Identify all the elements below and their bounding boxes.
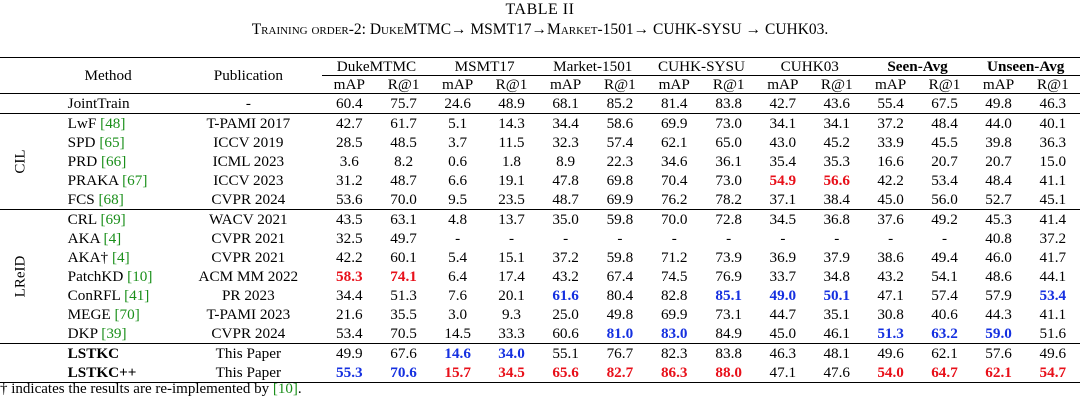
metric-value: 46.3 — [1039, 95, 1067, 112]
metric-value: 55.3 — [336, 364, 363, 381]
metric-value: 14.3 — [498, 115, 525, 132]
table-row — [0, 114, 1080, 134]
metric-value: 40.6 — [931, 306, 958, 323]
method-name: AKA [4] — [67, 230, 122, 247]
metric-value: 73.1 — [715, 306, 742, 323]
metric-value: 57.9 — [985, 287, 1012, 304]
metric-value: 33.3 — [498, 325, 525, 342]
publication: T-PAMI 2023 — [206, 306, 291, 323]
metric-header: mAP — [874, 76, 907, 93]
publication: WACV 2021 — [209, 211, 288, 228]
metric-value: 41.7 — [1039, 249, 1067, 266]
metric-header: mAP — [333, 76, 365, 93]
metric-value: 17.4 — [498, 268, 525, 285]
method-name: ConRFL [41] — [67, 287, 150, 304]
metric-value: 53.4 — [931, 172, 958, 189]
metric-value: 55.4 — [877, 95, 904, 112]
metric-value: 1.8 — [502, 153, 522, 170]
metric-value: 15.0 — [1039, 153, 1067, 170]
metric-value: 69.9 — [660, 306, 688, 323]
metric-value: 35.0 — [552, 211, 579, 228]
group-label-cil: CIL — [12, 149, 29, 174]
metric-value: 42.2 — [877, 172, 904, 189]
metric-value: 49.8 — [606, 306, 634, 323]
metric-value: 9.3 — [502, 306, 522, 323]
metric-value: 36.1 — [715, 153, 742, 170]
dataset-header: Market-1501 — [538, 58, 647, 76]
metric-value: 45.0 — [769, 325, 797, 342]
metric-value: 49.7 — [390, 230, 417, 247]
citation-link[interactable]: [4] — [103, 230, 122, 247]
metric-value: 68.1 — [552, 95, 579, 112]
metric-value: 41.1 — [1039, 172, 1067, 189]
citation-link[interactable]: [10] — [127, 268, 153, 285]
metric-value: 3.7 — [448, 134, 468, 151]
metric-value: 45.1 — [1039, 191, 1067, 208]
metric-value: 59.8 — [606, 249, 634, 266]
metric-value: 35.1 — [823, 306, 851, 323]
metric-value: 3.0 — [448, 306, 468, 323]
metric-value: 57.4 — [606, 134, 634, 151]
metric-value: 43.2 — [552, 268, 579, 285]
table-caption: Training order-2: DukeMTMC→ MSMT17→Market-1501→ CUHK-SYSU → CUHK03. — [251, 21, 829, 38]
method-name: DKP [39] — [67, 325, 127, 342]
metric-value: 74.5 — [660, 268, 688, 285]
method-name: PatchKD [10] — [67, 268, 153, 285]
metric-header: mAP — [442, 76, 474, 93]
metric-value: 42.7 — [336, 115, 363, 132]
metric-header: R@1 — [387, 76, 420, 93]
metric-value: 35.3 — [823, 153, 851, 170]
metric-value: 51.3 — [390, 287, 417, 304]
metric-value: 83.8 — [715, 345, 742, 362]
metric-value: 81.0 — [606, 325, 634, 342]
metric-value: 34.0 — [498, 345, 525, 362]
table-row — [0, 286, 1080, 305]
metric-value: - — [834, 230, 840, 247]
method-name: MEGE [70] — [67, 306, 140, 323]
metric-value: 70.5 — [390, 325, 417, 342]
metric-value: 85.1 — [715, 287, 742, 304]
metric-value: 49.8 — [985, 95, 1012, 112]
metric-value: 49.4 — [931, 249, 958, 266]
table-row — [0, 267, 1080, 286]
metric-value: 54.9 — [769, 172, 797, 189]
publication: CVPR 2024 — [211, 191, 286, 208]
table-row — [0, 363, 1080, 383]
metric-value: 48.4 — [985, 172, 1012, 189]
metric-value: 42.2 — [336, 249, 363, 266]
metric-value: 39.8 — [985, 134, 1012, 151]
metric-value: 0.6 — [448, 153, 468, 170]
metric-value: 45.3 — [985, 211, 1012, 228]
metric-value: 65.6 — [552, 364, 579, 381]
method-header: Method — [84, 67, 132, 84]
method-name: LSTKC — [67, 345, 120, 362]
results-table — [0, 57, 1080, 383]
publication: CVPR 2021 — [211, 230, 286, 247]
metric-value: 62.1 — [985, 364, 1012, 381]
metric-value: 41.4 — [1039, 211, 1067, 228]
metric-value: 40.8 — [985, 230, 1012, 247]
metric-value: 37.6 — [877, 211, 904, 228]
metric-value: 34.1 — [769, 115, 797, 132]
metric-value: 22.3 — [606, 153, 634, 170]
metric-value: - — [455, 230, 461, 247]
method-name: LSTKC++ — [67, 364, 137, 381]
metric-value: 34.5 — [498, 364, 525, 381]
table-row — [0, 344, 1080, 364]
citation-link[interactable]: [66] — [101, 153, 127, 170]
metric-value: 62.1 — [660, 134, 688, 151]
metric-value: 16.6 — [877, 153, 904, 170]
method-name: LwF [48] — [67, 115, 126, 132]
metric-value: 57.6 — [985, 345, 1012, 362]
metric-header: mAP — [658, 76, 690, 93]
metric-value: 15.1 — [498, 249, 525, 266]
publication: This Paper — [215, 364, 282, 381]
metric-value: 6.4 — [448, 268, 468, 285]
metric-value: 9.5 — [448, 191, 468, 208]
table-row — [0, 171, 1080, 190]
metric-value: 43.6 — [823, 95, 851, 112]
metric-value: 37.2 — [877, 115, 904, 132]
metric-value: 33.9 — [877, 134, 904, 151]
metric-value: 61.7 — [390, 115, 417, 132]
publication: ICCV 2023 — [213, 172, 284, 189]
metric-value: 83.8 — [715, 95, 742, 112]
metric-value: 51.6 — [1039, 325, 1067, 342]
metric-value: 34.4 — [552, 115, 579, 132]
citation-link[interactable]: [68] — [98, 191, 124, 208]
metric-value: 70.0 — [390, 191, 417, 208]
table-row — [0, 210, 1080, 230]
metric-value: 52.7 — [985, 191, 1012, 208]
metric-value: 38.4 — [823, 191, 851, 208]
metric-value: 43.0 — [769, 134, 797, 151]
metric-value: 37.9 — [823, 249, 851, 266]
method-name: AKA† [4] — [67, 249, 130, 266]
metric-value: 72.8 — [715, 211, 742, 228]
citation-link[interactable]: [69] — [100, 211, 126, 228]
metric-value: 63.1 — [390, 211, 417, 228]
metric-value: 71.2 — [660, 249, 688, 266]
metric-value: 86.3 — [660, 364, 688, 381]
metric-value: - — [617, 230, 623, 247]
dataset-header: Seen-Avg — [864, 58, 972, 76]
metric-value: 20.7 — [931, 153, 958, 170]
dataset-header: CUHK03 — [756, 58, 864, 76]
metric-value: 56.6 — [823, 172, 851, 189]
metric-value: 37.2 — [1039, 230, 1067, 247]
metric-value: 49.2 — [931, 211, 958, 228]
metric-value: 67.5 — [931, 95, 958, 112]
metric-value: 69.8 — [606, 172, 634, 189]
metric-value: 48.7 — [552, 191, 579, 208]
metric-header: mAP — [982, 76, 1015, 93]
table-footnote: † indicates the results are re-implemented by [10]. — [0, 381, 302, 397]
dataset-header: CUHK-SYSU — [647, 58, 756, 76]
publication-header: Publication — [213, 67, 283, 84]
metric-value: 21.6 — [336, 306, 363, 323]
metric-header: mAP — [767, 76, 799, 93]
metric-value: 59.0 — [985, 325, 1012, 342]
metric-value: 33.7 — [769, 268, 797, 285]
metric-value: 58.6 — [606, 115, 634, 132]
metric-value: 46.0 — [985, 249, 1012, 266]
metric-value: 69.9 — [606, 191, 634, 208]
metric-value: 5.4 — [448, 249, 468, 266]
citation-link[interactable]: [39] — [101, 325, 127, 342]
table-row — [0, 305, 1080, 324]
metric-value: 30.8 — [877, 306, 904, 323]
publication: ICCV 2019 — [213, 134, 284, 151]
metric-value: 88.0 — [715, 364, 742, 381]
table-row — [0, 152, 1080, 171]
metric-value: 44.7 — [769, 306, 797, 323]
metric-value: 45.0 — [877, 191, 904, 208]
method-name: PRD [66] — [67, 153, 127, 170]
metric-value: 36.8 — [823, 211, 851, 228]
metric-value: 34.6 — [660, 153, 688, 170]
metric-value: 14.5 — [444, 325, 471, 342]
metric-value: 34.4 — [336, 287, 363, 304]
metric-value: 49.9 — [336, 345, 363, 362]
metric-value: 44.0 — [985, 115, 1012, 132]
metric-value: 80.4 — [606, 287, 634, 304]
table-number: TABLE II — [505, 1, 575, 18]
metric-value: 44.1 — [1039, 268, 1067, 285]
metric-value: 81.4 — [660, 95, 688, 112]
metric-value: 25.0 — [552, 306, 579, 323]
metric-value: - — [671, 230, 677, 247]
metric-value: 63.2 — [931, 325, 958, 342]
metric-value: 48.9 — [498, 95, 525, 112]
group-label-lreid: LReID — [12, 255, 29, 298]
metric-value: 59.8 — [606, 211, 634, 228]
table-row — [0, 229, 1080, 248]
metric-value: 37.1 — [769, 191, 797, 208]
citation-link[interactable]: [41] — [124, 287, 150, 304]
metric-value: 37.2 — [552, 249, 579, 266]
metric-value: 48.6 — [985, 268, 1012, 285]
metric-value: 69.9 — [660, 115, 688, 132]
metric-value: 56.0 — [931, 191, 958, 208]
metric-value: 53.4 — [1039, 287, 1067, 304]
table-row — [0, 133, 1080, 152]
metric-value: 49.0 — [769, 287, 797, 304]
metric-value: 40.1 — [1039, 115, 1067, 132]
metric-header: R@1 — [604, 76, 636, 93]
metric-value: 47.1 — [877, 287, 904, 304]
metric-value: 46.3 — [769, 345, 797, 362]
metric-value: 67.4 — [606, 268, 634, 285]
metric-value: 7.6 — [448, 287, 468, 304]
metric-value: 73.0 — [715, 172, 742, 189]
metric-value: 24.6 — [444, 95, 471, 112]
metric-value: 35.4 — [769, 153, 797, 170]
metric-value: 13.7 — [498, 211, 525, 228]
metric-value: 54.0 — [877, 364, 904, 381]
metric-header: mAP — [549, 76, 582, 93]
dataset-header: DukeMTMC — [322, 58, 431, 76]
metric-value: 70.0 — [660, 211, 688, 228]
citation-link[interactable]: [70] — [114, 306, 140, 323]
publication: This Paper — [215, 345, 282, 362]
publication: T-PAMI 2017 — [206, 115, 291, 132]
metric-value: 35.5 — [390, 306, 417, 323]
table-row — [0, 248, 1080, 267]
metric-value: 57.4 — [931, 287, 958, 304]
metric-value: 76.7 — [606, 345, 634, 362]
dataset-header: MSMT17 — [431, 58, 539, 76]
table-row — [0, 190, 1080, 210]
metric-value: 83.0 — [660, 325, 688, 342]
metric-value: 5.1 — [448, 115, 468, 132]
metric-value: 45.5 — [931, 134, 958, 151]
metric-value: 61.6 — [552, 287, 579, 304]
metric-value: - — [888, 230, 894, 247]
metric-value: 47.1 — [769, 364, 797, 381]
metric-value: 82.3 — [660, 345, 688, 362]
metric-value: 31.2 — [336, 172, 363, 189]
metric-header: R@1 — [928, 76, 961, 93]
citation-link[interactable]: [65] — [99, 134, 125, 151]
metric-value: 8.2 — [394, 153, 414, 170]
metric-value: 43.2 — [877, 268, 904, 285]
metric-value: 74.1 — [390, 268, 417, 285]
metric-value: 11.5 — [498, 134, 525, 151]
metric-value: 49.6 — [877, 345, 904, 362]
metric-value: 4.8 — [448, 211, 468, 228]
metric-value: 19.1 — [498, 172, 525, 189]
publication: CVPR 2024 — [211, 325, 286, 342]
metric-value: 8.9 — [556, 153, 576, 170]
metric-value: 75.7 — [390, 95, 417, 112]
metric-value: - — [508, 230, 515, 247]
metric-value: 6.6 — [448, 172, 468, 189]
metric-value: 73.9 — [715, 249, 742, 266]
metric-value: 64.7 — [931, 364, 958, 381]
metric-value: 41.1 — [1039, 306, 1067, 323]
metric-value: 20.1 — [498, 287, 525, 304]
metric-value: 34.1 — [823, 115, 851, 132]
metric-value: 43.5 — [336, 211, 363, 228]
metric-value: 45.2 — [823, 134, 851, 151]
metric-value: 34.5 — [769, 211, 797, 228]
publication: - — [245, 95, 251, 112]
metric-value: 36.3 — [1039, 134, 1067, 151]
citation-link[interactable]: [48] — [100, 115, 126, 132]
method-name: SPD [65] — [67, 134, 125, 151]
metric-value: 84.9 — [715, 325, 742, 342]
metric-header: R@1 — [495, 76, 528, 93]
metric-value: 85.2 — [606, 95, 634, 112]
metric-value: 46.1 — [823, 325, 851, 342]
dataset-header: Unseen-Avg — [971, 58, 1080, 76]
metric-header: R@1 — [1036, 76, 1069, 93]
metric-value: 54.1 — [931, 268, 958, 285]
metric-value: 34.8 — [823, 268, 851, 285]
metric-value: 38.6 — [877, 249, 904, 266]
metric-value: 62.1 — [931, 345, 958, 362]
metric-value: 48.5 — [390, 134, 417, 151]
metric-header: R@1 — [820, 76, 853, 93]
citation-link[interactable]: [4] — [111, 249, 130, 266]
metric-header: R@1 — [712, 76, 745, 93]
publication: CVPR 2021 — [211, 249, 286, 266]
metric-value: 14.6 — [444, 345, 471, 362]
metric-value: 70.4 — [660, 172, 688, 189]
metric-value: 28.5 — [336, 134, 363, 151]
metric-value: 23.5 — [498, 191, 525, 208]
metric-value: 15.7 — [444, 364, 471, 381]
metric-value: 65.0 — [715, 134, 742, 151]
method-name: FCS [68] — [67, 191, 124, 208]
metric-value: 76.2 — [660, 191, 688, 208]
metric-value: 47.6 — [823, 364, 851, 381]
metric-value: 67.6 — [390, 345, 417, 362]
metric-value: - — [780, 230, 786, 247]
metric-value: 58.3 — [336, 268, 363, 285]
method-name: JointTrain — [67, 95, 130, 112]
metric-value: 51.3 — [877, 325, 904, 342]
citation-link[interactable]: [67] — [122, 172, 148, 189]
metric-value: 60.6 — [552, 325, 579, 342]
metric-value: 54.7 — [1039, 364, 1067, 381]
metric-value: 60.4 — [336, 95, 363, 112]
metric-value: 49.6 — [1039, 345, 1067, 362]
metric-value: 55.1 — [552, 345, 579, 362]
metric-value: 42.7 — [769, 95, 797, 112]
metric-value: - — [563, 230, 569, 247]
metric-value: 60.1 — [390, 249, 417, 266]
metric-value: 36.9 — [769, 249, 797, 266]
metric-value: 82.7 — [606, 364, 634, 381]
metric-value: 48.4 — [931, 115, 958, 132]
method-name: CRL [69] — [67, 211, 126, 228]
metric-value: - — [726, 230, 732, 247]
metric-value: 82.8 — [660, 287, 688, 304]
metric-value: 70.6 — [390, 364, 417, 381]
metric-value: - — [941, 230, 948, 247]
table-row — [0, 94, 1080, 114]
metric-value: 50.1 — [823, 287, 851, 304]
table-row — [0, 324, 1080, 344]
publication: PR 2023 — [221, 287, 275, 304]
metric-value: 3.6 — [339, 153, 359, 170]
metric-value: 32.5 — [336, 230, 363, 247]
metric-value: 53.6 — [336, 191, 363, 208]
method-name: PRAKA [67] — [67, 172, 148, 189]
metric-value: 73.0 — [715, 115, 742, 132]
metric-value: 78.2 — [715, 191, 742, 208]
metric-value: 48.1 — [823, 345, 851, 362]
metric-value: 53.4 — [336, 325, 363, 342]
publication: ACM MM 2022 — [198, 268, 299, 285]
metric-value: 76.9 — [715, 268, 742, 285]
metric-value: 47.8 — [552, 172, 579, 189]
metric-value: 48.7 — [390, 172, 417, 189]
metric-value: 44.3 — [985, 306, 1012, 323]
metric-value: 20.7 — [985, 153, 1012, 170]
publication: ICML 2023 — [212, 153, 285, 170]
metric-value: 32.3 — [552, 134, 579, 151]
